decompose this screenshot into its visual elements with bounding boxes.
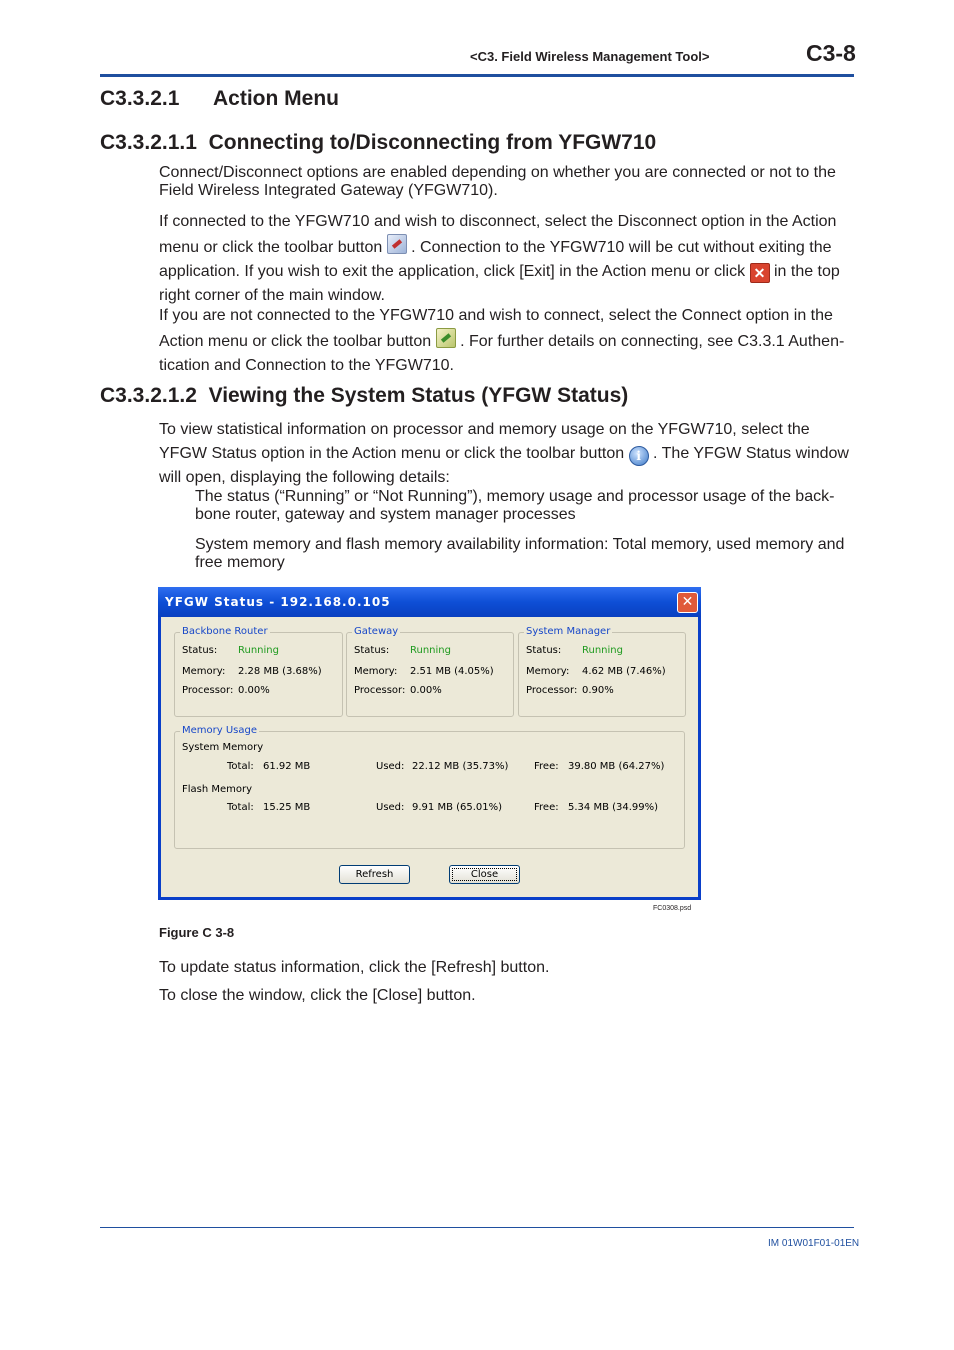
group-title: System Manager (526, 626, 611, 637)
figure-source: FC0308.psd (653, 905, 692, 912)
close-x-icon: ✕ (750, 263, 770, 283)
status-value: Running (410, 645, 451, 656)
memory-value: 2.28 MB (3.68%) (238, 666, 322, 677)
paragraph-connect: If you are not connected to the YFGW710 and wish to connect, select the Connect option in the Action menu or click the toolbar button . For further details on connecting, see C3.3.1 Authen-tication and Connection to the YFGW710. (159, 307, 845, 374)
memory-label: Memory: (526, 666, 570, 677)
system-memory-label: System Memory (182, 742, 264, 753)
system-total-value: 61.92 MB (263, 761, 311, 772)
paragraph-close: To close the window, click the [Close] button. (159, 987, 476, 1004)
group-backbone-router (174, 626, 343, 717)
section-heading-viewing: C3.3.2.1.2 Viewing the System Status (YFGW Status) (100, 384, 629, 407)
memory-label: Memory: (354, 666, 398, 677)
total-label: Total: (227, 802, 254, 813)
total-label: Total: (227, 761, 254, 772)
used-label: Used: (376, 761, 405, 772)
flash-memory-label: Flash Memory (182, 784, 253, 795)
flash-used-value: 9.91 MB (65.01%) (412, 802, 503, 813)
figure-caption: Figure C 3-8 (159, 925, 235, 940)
group-memory-usage (174, 725, 685, 849)
processor-value: 0.90% (582, 685, 614, 696)
bullet-memory-info: System memory and flash memory availability information: Total memory, used memory and free memory (195, 536, 845, 571)
used-label: Used: (376, 802, 405, 813)
free-label: Free: (534, 761, 559, 772)
system-used-value: 22.12 MB (35.73%) (412, 761, 509, 772)
info-icon: i (629, 446, 649, 466)
connect-icon (436, 328, 456, 348)
group-system-manager (518, 626, 686, 717)
yfgw-status-window (158, 587, 701, 900)
status-value: Running (238, 645, 279, 656)
paragraph-disconnect: If connected to the YFGW710 and wish to disconnect, select the Disconnect option in the Action menu or click the toolbar button . Connection to the YFGW710 will be cut without exiting the application. If you wish to exit the application, click [Exit] in the Action menu or click ✕ in the top right corner of the main window. (159, 213, 840, 304)
group-title: Memory Usage (182, 725, 258, 736)
page-number: C3-8 (806, 40, 856, 66)
group-gateway (346, 626, 514, 717)
free-label: Free: (534, 802, 559, 813)
focus-ring (452, 868, 517, 881)
status-value: Running (582, 645, 623, 656)
paragraph-refresh: To update status information, click the [Refresh] button. (159, 959, 550, 976)
close-button[interactable]: Close (449, 865, 520, 884)
processor-value: 0.00% (238, 685, 270, 696)
group-title: Gateway (354, 626, 399, 637)
window-title-bar (158, 587, 701, 617)
paragraph-status-intro: To view statistical information on processor and memory usage on the YFGW710, select the YFGW Status option in the Action menu or click the toolbar button i . The YFGW Status window will open, displaying the following details: (159, 421, 849, 486)
memory-value: 4.62 MB (7.46%) (582, 666, 666, 677)
processor-label: Processor: (182, 685, 234, 696)
bullet-process-status: The status (“Running” or “Not Running”), memory usage and processor usage of the back-bone router, gateway and system manager processes (195, 488, 835, 523)
flash-free-value: 5.34 MB (34.99%) (568, 802, 659, 813)
document-code: IM 01W01F01-01EN (768, 1238, 860, 1249)
footer-rule (100, 1227, 854, 1228)
disconnect-icon (387, 234, 407, 254)
paragraph-connect-options: Connect/Disconnect options are enabled depending on whether you are connected or not to the Field Wireless Integrated Gateway (YFGW710). (159, 164, 836, 199)
header-rule (100, 74, 854, 77)
processor-value: 0.00% (410, 685, 442, 696)
window-body (161, 617, 698, 897)
flash-total-value: 15.25 MB (263, 802, 311, 813)
memory-value: 2.51 MB (4.05%) (410, 666, 494, 677)
processor-label: Processor: (354, 685, 406, 696)
section-heading-connecting: C3.3.2.1.1 Connecting to/Disconnecting from YFGW710 (100, 131, 657, 154)
window-title: YFGW Status - 192.168.0.105 (165, 595, 391, 609)
status-label: Status: (182, 645, 218, 656)
refresh-button[interactable]: Refresh (339, 865, 410, 884)
chapter-header: <C3. Field Wireless Management Tool> (470, 49, 710, 64)
window-close-icon[interactable]: ✕ (677, 592, 698, 613)
system-free-value: 39.80 MB (64.27%) (568, 761, 665, 772)
memory-label: Memory: (182, 666, 226, 677)
status-label: Status: (354, 645, 390, 656)
group-title: Backbone Router (182, 626, 268, 637)
section-heading-action-menu: C3.3.2.1 Action Menu (100, 87, 339, 110)
status-label: Status: (526, 645, 562, 656)
processor-label: Processor: (526, 685, 578, 696)
